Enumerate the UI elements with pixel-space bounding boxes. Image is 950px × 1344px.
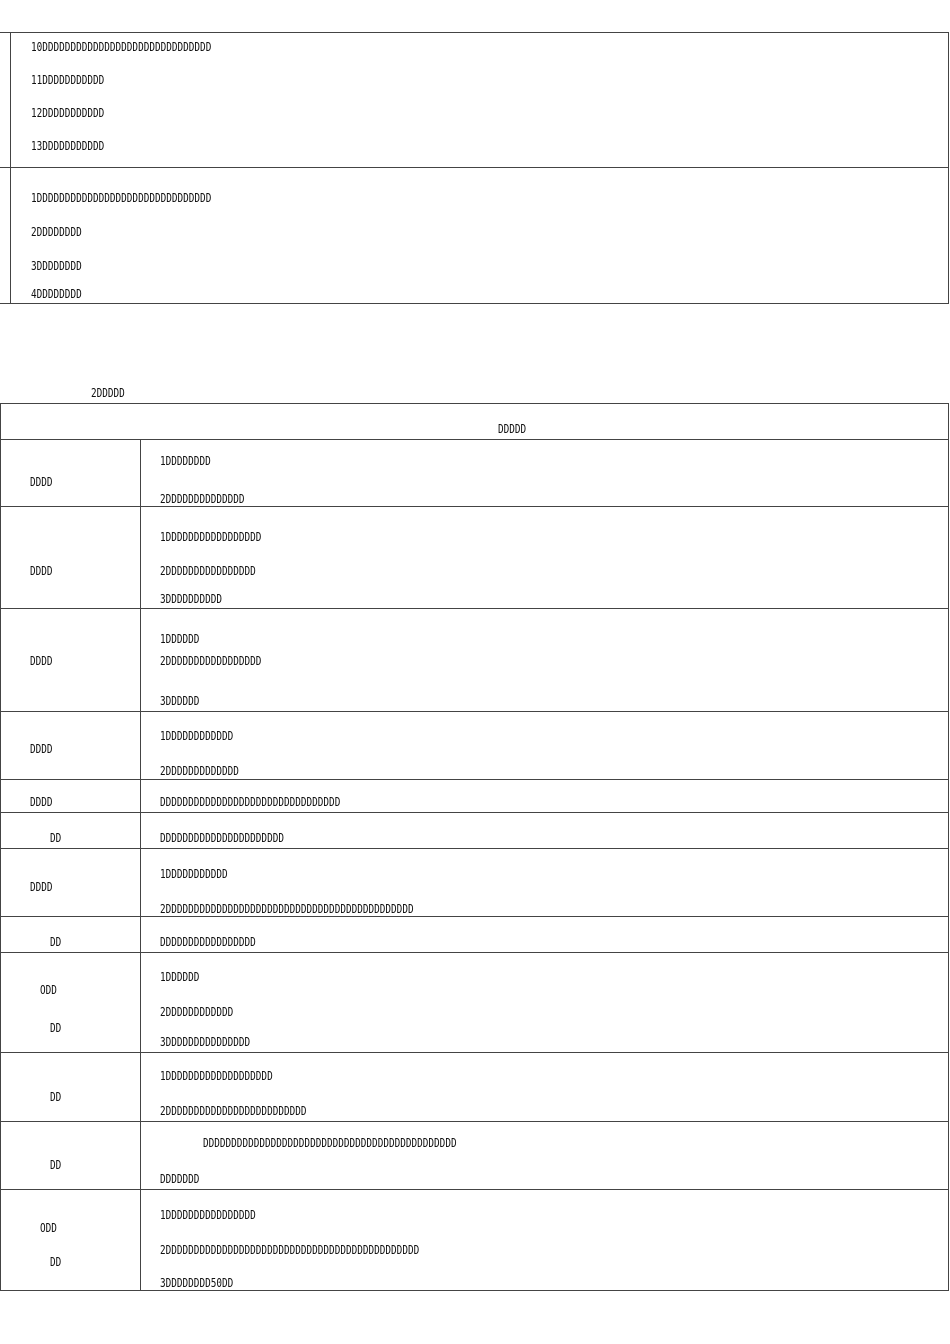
upper-table-bottom-border [0, 303, 949, 304]
table-header: DDDDD [498, 422, 527, 436]
table-column-divider [140, 439, 141, 1290]
row-label: DD [50, 935, 62, 949]
upper-block1-line: 12DDDDDDDDDDD [31, 106, 105, 120]
table-header-bottom-border [0, 439, 949, 440]
section-label: 2DDDDD [91, 386, 125, 400]
table-top-border [0, 403, 949, 404]
row-item: 2DDDDDDDDDDDDDD [160, 492, 245, 506]
table-row-border [0, 812, 949, 813]
upper-table-left-border [10, 32, 11, 303]
upper-block2-line: 4DDDDDDDD [31, 287, 82, 301]
table-row-border [0, 608, 949, 609]
row-item: 1DDDDDD [160, 632, 200, 646]
row-item: 3DDDDDDDDDD [160, 592, 222, 606]
row-item: 2DDDDDDDDDDDDDDDDDDDDDDDDDDDDDDDDDDDDDDDDDDDD [160, 902, 414, 916]
row-label: DD [50, 1158, 62, 1172]
table-bottom-border [0, 1290, 949, 1291]
upper-table-top-border [0, 32, 949, 33]
upper-block2-line: 3DDDDDDDD [31, 259, 82, 273]
row-item: 2DDDDDDDDDDDDD [160, 764, 239, 778]
table-row-border [0, 779, 949, 780]
upper-block1-line: 13DDDDDDDDDDD [31, 139, 105, 153]
table-row-border [0, 952, 949, 953]
row-item: DDDDDDDDDDDDDDDDDDDDDDDDDDDDDDDD [160, 795, 341, 809]
row-label: ODD [40, 983, 57, 997]
row-label: DD [50, 1090, 62, 1104]
table-left-border [0, 403, 1, 1290]
row-item: 2DDDDDDDDDDDDDDDDDDDDDDDDD [160, 1104, 307, 1118]
row-item: 1DDDDDDDDDDDDDDDDD [160, 530, 262, 544]
row-item: DDDDDDDDDDDDDDDDD [160, 935, 256, 949]
table-row-border [0, 1189, 949, 1190]
row-item: 1DDDDDDDDDDDDDDDDDDD [160, 1069, 273, 1083]
row-item: 2DDDDDDDDDDDDDDDDD [160, 654, 262, 668]
row-label: DDDD [30, 795, 53, 809]
upper-block2-line: 1DDDDDDDDDDDDDDDDDDDDDDDDDDDDDDD [31, 191, 212, 205]
table-row-border [0, 711, 949, 712]
row-label: DD [50, 1255, 62, 1269]
row-label: DDDD [30, 475, 53, 489]
row-label: DDDD [30, 880, 53, 894]
table-row-border [0, 848, 949, 849]
upper-block2-line: 2DDDDDDDD [31, 225, 82, 239]
upper-block1-line: 10DDDDDDDDDDDDDDDDDDDDDDDDDDDDDD [31, 40, 212, 54]
upper-table-divider [0, 167, 949, 168]
row-item: 1DDDDDD [160, 970, 200, 984]
row-item: 1DDDDDDDDDDDDDDDD [160, 1208, 256, 1222]
row-label: ODD [40, 1221, 57, 1235]
row-item: 2DDDDDDDDDDDD [160, 1005, 234, 1019]
table-row-border [0, 1052, 949, 1053]
row-label: DD [50, 1021, 62, 1035]
row-item: 1DDDDDDDDDDD [160, 867, 228, 881]
table-row-border [0, 916, 949, 917]
row-item: 3DDDDDD [160, 694, 200, 708]
row-item: DDDDDDDDDDDDDDDDDDDDDD [160, 831, 284, 845]
row-item: 1DDDDDDDD [160, 454, 211, 468]
row-label: DDDD [30, 654, 53, 668]
row-item: 2DDDDDDDDDDDDDDDD [160, 564, 256, 578]
table-right-border [948, 403, 949, 1290]
row-item: 2DDDDDDDDDDDDDDDDDDDDDDDDDDDDDDDDDDDDDDDDDDDDD [160, 1243, 420, 1257]
table-row-border [0, 506, 949, 507]
row-item: DDDDDDDDDDDDDDDDDDDDDDDDDDDDDDDDDDDDDDDDDDDDD [203, 1136, 457, 1150]
row-item: 1DDDDDDDDDDDD [160, 729, 234, 743]
row-label: DDDD [30, 564, 53, 578]
row-label: DDDD [30, 742, 53, 756]
upper-block1-line: 11DDDDDDDDDDD [31, 73, 105, 87]
row-label: DD [50, 831, 62, 845]
row-item: 3DDDDDDDDDDDDDDD [160, 1035, 251, 1049]
table-row-border [0, 1121, 949, 1122]
row-item: DDDDDDD [160, 1172, 200, 1186]
upper-table-right-border [948, 32, 949, 303]
row-item: 3DDDDDDDD50DD [160, 1276, 234, 1290]
